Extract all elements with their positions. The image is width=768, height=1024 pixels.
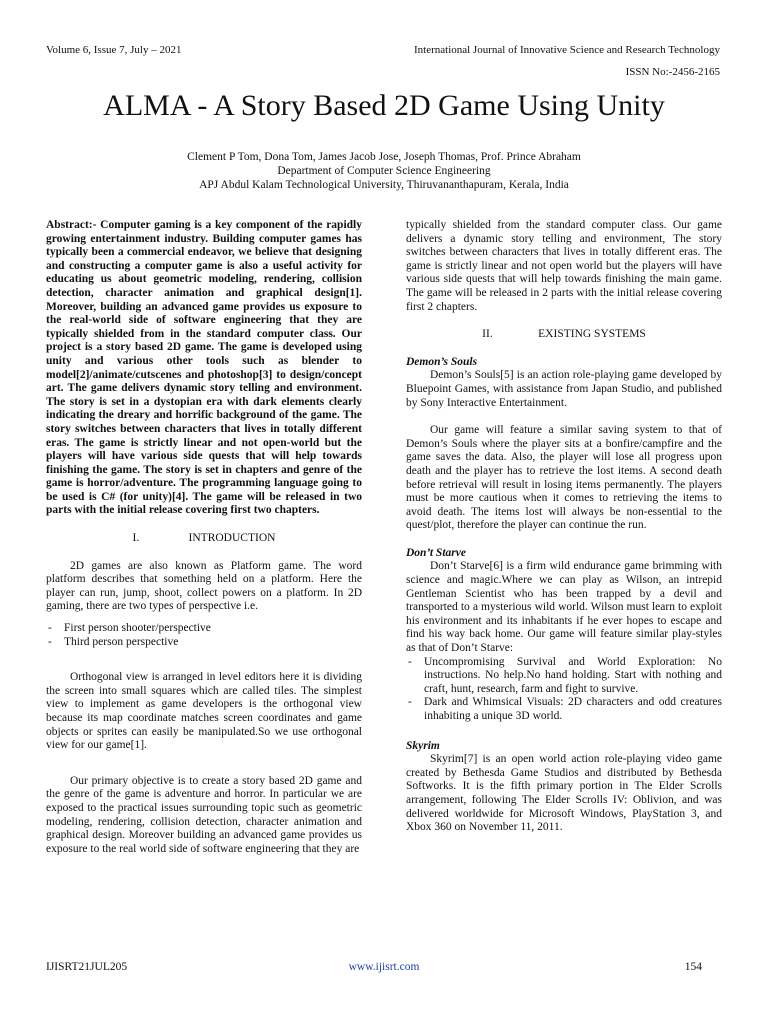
abstract: Abstract:- Computer gaming is a key component of the rapidly growing entertainment industry. Building computer games has typically been a commercial endeavor, we believe that designing and constructing a computer game is also a useful activity for educating us about geometric modeling, rendering, collision detection, character animation and graphical design[1]. Moreover, building an advanced game provides us exposure to the real-world side of software engineering that they are typically shielded from in the standard computer class. Our project is a story based 2D game. The game is developed using unity and various other tools such as blender to model[2]/animate/cutscenes and photoshop[3] to design/concept art. The game delivers dynamic story telling and environment. The story is set in a dystopian era with dark elements clearly indicating the dreary and horrific background of the game. The story switches between characters that lives in totally different eras. The game is strictly linear and not open-world but the players will have various side quests that will help towards finishing the game. The story is set in chapters and genre of the game is horror/adventure. The programming language going to be used is C# (for unity)[4]. The game will be released in two parts with the initial release covering first two chapters. bbox=[46, 219, 362, 517]
list-item: - First person shooter/perspective bbox=[46, 622, 362, 636]
journal-url-link[interactable]: www.ijisrt.com bbox=[348, 961, 420, 973]
section-title: INTRODUCTION bbox=[188, 532, 276, 545]
issn: ISSN No:-2456-2165 bbox=[625, 66, 720, 78]
intro-paragraph-1: 2D games are also known as Platform game. The word platform describes that something held on a platform. Here the player can run, jump, shoot, collect powers on a platform. In 2D gaming, there are two types of perspective i.e. bbox=[46, 559, 362, 613]
intro-paragraph-3: Our primary objective is to create a story based 2D game and the genre of the game is adventure and horror. In particular we are exposed to the practical issues surrounding topic such as geometric modeling, rendering, collision detection, character animation and graphical design. Moreover building an advanced game provides us exposure to the real world side of software engineering that they are bbox=[46, 774, 362, 855]
subheading-dont-starve: Don’t Starve bbox=[406, 546, 466, 559]
skyrim-paragraph-1: Skyrim[7] is an open world action role-playing video game created by Bethesda Game Studios and distributed by Bethesda Softworks. It is the fifth primary portion in The Elder Scrolls arrangement, following The Elder Scrolls IV: Oblivion, and was delivered worldwide for Microsoft Windows, PlayStation 3, and Xbox 360 on November 11, 2011. bbox=[406, 753, 722, 834]
section-number: II. bbox=[482, 328, 493, 341]
left-column bbox=[46, 219, 362, 856]
demons-paragraph-2: Our game will feature a similar saving system to that of Demon’s Souls where the player sits at a bonfire/campfire and the game saves the data. Also, the player will lose all progress upon death and the player has to retrieve the lost items. A second death before retrieval will result in losing items permanently. The players must be more cautious when it comes to retrieving the items to avoid death. The items lost will always be non-essential to the quest/plot, therefore the player can continue the run. bbox=[406, 424, 722, 532]
journal-name: International Journal of Innovative Science and Research Technology bbox=[413, 44, 720, 56]
paper-title: ALMA - A Story Based 2D Game Using Unity bbox=[103, 89, 665, 122]
intro-paragraph-2: Orthogonal view is arranged in level editors here it is dividing the screen into small squares which are called tiles. The simplest view to implement as game developers is the orthogonal view because its map coordinate matches screen coordinates and game objects or sprites can easily be manipulated.So we use orthogonal view for our game[1]. bbox=[46, 671, 362, 752]
subheading-demons-souls: Demon’s Souls bbox=[406, 355, 478, 368]
list-item: - Third person perspective bbox=[46, 636, 362, 650]
subheading-skyrim: Skyrim bbox=[406, 739, 440, 752]
section-number: I. bbox=[132, 532, 140, 545]
page-number: 154 bbox=[684, 961, 702, 973]
author-department: Department of Computer Science Engineering bbox=[277, 165, 491, 177]
author-block bbox=[0, 150, 768, 192]
starve-paragraph-1: Don’t Starve[6] is a firm wild endurance game brimming with science and magic.Where we can play as Wilson, an intrepid Gentleman Scientist who has been trapped by a devil and transported to a mysterious wild world. Wilson must learn to exploit his environment and its inhabitants if he ever hopes to escape and find his way back home. Our game will feature similar play-styles as that of Don’t Starve: bbox=[406, 560, 722, 655]
list-item: - Dark and Whimsical Visuals: 2D characters and odd creatures inhabiting a unique 3D world. bbox=[406, 696, 722, 723]
perspective-list bbox=[46, 622, 362, 649]
section-heading-existing-systems bbox=[406, 328, 722, 342]
volume-info: Volume 6, Issue 7, July – 2021 bbox=[46, 44, 182, 56]
starve-feature-list bbox=[406, 656, 722, 724]
author-names: Clement P Tom, Dona Tom, James Jacob Jose, Joseph Thomas, Prof. Prince Abraham bbox=[187, 151, 581, 163]
author-university: APJ Abdul Kalam Technological University, Thiruvananthapuram, Kerala, India bbox=[199, 179, 569, 191]
right-column bbox=[406, 219, 722, 835]
intro-paragraph-4: typically shielded from the standard computer class. Our game delivers a dynamic story telling and environment, The story switches between characters that lives in totally different eras. The game is strictly linear and not open world but the players will have various side quests that will help towards finishing the main game. The game will be released in 2 parts with the initial release covering first 2 chapters. bbox=[406, 219, 722, 313]
article-code: IJISRT21JUL205 bbox=[46, 961, 128, 973]
section-title: EXISTING SYSTEMS bbox=[538, 328, 646, 341]
list-item: - Uncompromising Survival and World Exploration: No instructions. No help.No hand holding. Start with nothing and craft, hunt, research, farm and fight to survive. bbox=[406, 656, 722, 697]
demons-paragraph-1: Demon’s Souls[5] is an action role-playing game developed by Bluepoint Games, with assistance from Japan Studio, and published by Sony Interactive Entertainment. bbox=[406, 369, 722, 409]
section-heading-introduction bbox=[46, 532, 362, 546]
